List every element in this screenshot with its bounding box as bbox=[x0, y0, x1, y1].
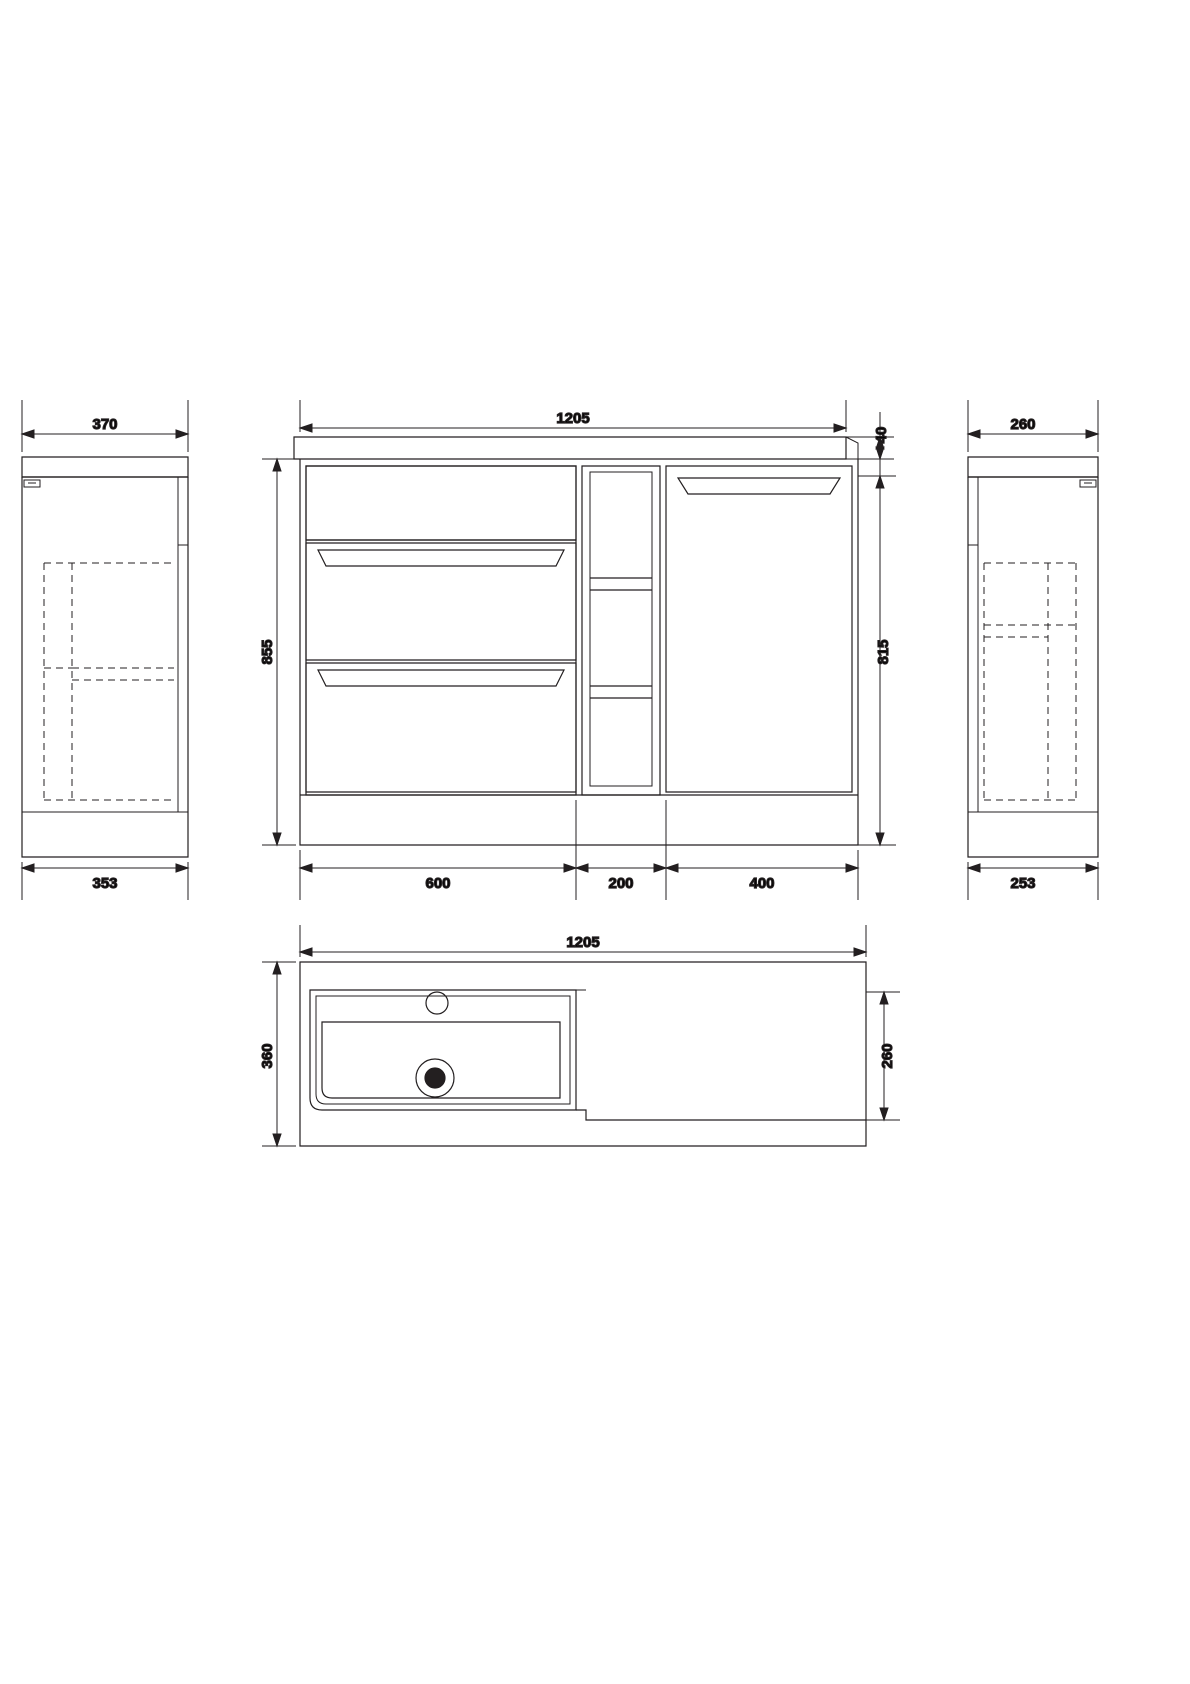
dim-label-353: 353 bbox=[92, 875, 118, 892]
dim-label-855: 855 bbox=[259, 639, 276, 665]
dim-label-1205-plan: 1205 bbox=[566, 934, 600, 951]
dim-label-600: 600 bbox=[425, 875, 451, 892]
dim-label-370: 370 bbox=[92, 416, 118, 433]
dim-label-815: 815 bbox=[875, 639, 892, 665]
dim-label-200: 200 bbox=[608, 875, 634, 892]
dim-label-260-plan: 260 bbox=[879, 1043, 896, 1069]
plan-view-waste-inner bbox=[425, 1068, 445, 1088]
dim-label-360: 360 bbox=[259, 1043, 276, 1069]
dim-label-260-side: 260 bbox=[1010, 416, 1036, 433]
dim-label-253: 253 bbox=[1010, 875, 1036, 892]
dim-label-1205-front: 1205 bbox=[556, 410, 590, 427]
dim-label-40: 40 bbox=[873, 426, 890, 444]
dim-label-400: 400 bbox=[749, 875, 775, 892]
